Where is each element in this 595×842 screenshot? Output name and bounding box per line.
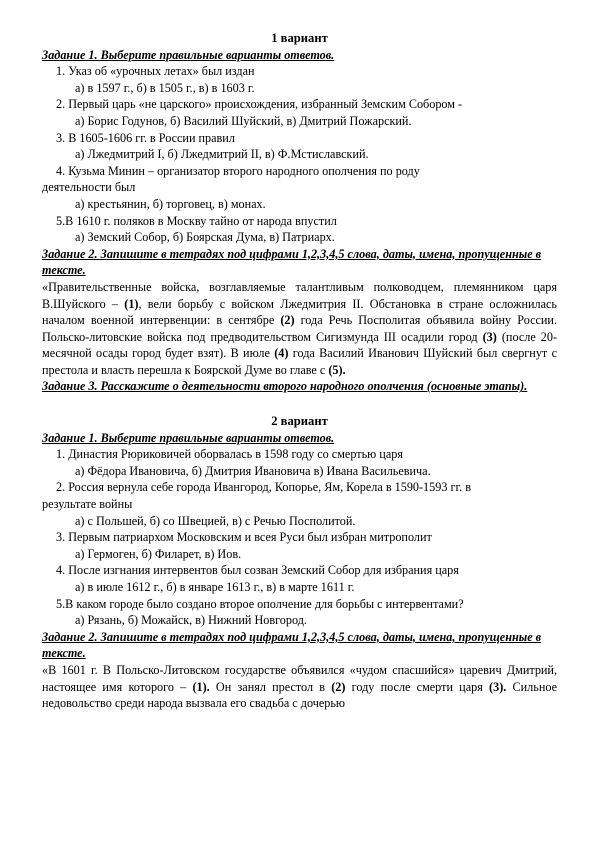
v2-question-3: 3. Первым патриархом Московским и всея Руси был избран митрополит xyxy=(56,530,432,545)
v1-question-4-continued: деятельности был xyxy=(42,180,136,195)
v1-answers-3: а) Лжедмитрий I, б) Лжедмитрий II, в) Ф.Мстиславский. xyxy=(75,147,369,162)
v1-task-1-heading: Задание 1. Выберите правильные варианты ответов. xyxy=(42,47,335,62)
v1-answers-2: а) Борис Годунов, б) Василий Шуйский, в) Дмитрий Пожарский. xyxy=(75,113,412,128)
v1-text-part-5: года Василий Иванович Шуйский был свергнут с престола и власть перешла к Боярской Думе во главе с xyxy=(42,346,557,377)
v1-text-part-1: «Правительственные войска, возглавляемые талантливым полководцем, племянником царя В.Шуйского – xyxy=(42,279,557,311)
variant-1-title: 1 вариант xyxy=(271,31,328,45)
v1-answers-4: а) крестьянин, б) торговец, в) монах. xyxy=(75,196,266,211)
v1-blank-1: (1) xyxy=(124,296,139,311)
v1-task-2-heading: Задание 2. Запишите в тетрадях под цифрами 1,2,3,4,5 слова, даты, имена, пропущенные в тексте. xyxy=(42,246,542,278)
v1-blank-3: (3) xyxy=(482,329,497,344)
v2-answers-5: а) Рязань, б) Можайск, в) Нижний Новгород. xyxy=(75,613,307,628)
v1-question-2: 2. Первый царь «не царского» происхождения, избранный Земским Собором - xyxy=(56,97,463,112)
v1-task-3-heading: Задание 3. Расскажите о деятельности второго народного ополчения (основные этапы). xyxy=(42,379,528,394)
v2-blank-3: (3). xyxy=(489,679,507,694)
v1-text-part-3: года Речь Посполитая объявила войну России. Польско-литовские войска под предводительством Сигизмунда III осадили город xyxy=(42,313,558,344)
v2-task-1-heading: Задание 1. Выберите правильные варианты ответов. xyxy=(42,430,335,445)
v2-answers-1: а) Фёдора Ивановича, б) Дмитрия Ивановича в) Ивана Васильевича. xyxy=(75,463,431,478)
v2-answers-4: а) в июле 1612 г., б) в январе 1613 г., в) в марте 1611 г. xyxy=(75,580,355,594)
v2-text-part-1: «В 1601 г. В Польско-Литовском государстве объявился «чудом спасшийся» царевич Дмитрий, настоящее имя которого – xyxy=(42,662,557,694)
v1-question-3: 3. В 1605-1606 гг. в России правил xyxy=(56,130,235,145)
variant-separator xyxy=(42,395,557,413)
v1-answers-5: а) Земский Собор, б) Боярская Дума, в) Патриарх. xyxy=(75,230,335,245)
v2-blank-1: (1). xyxy=(192,679,210,694)
variant-2-title: 2 вариант xyxy=(271,414,328,429)
v2-question-5: 5.В каком городе было создано второе ополчение для борьбы с интервентами? xyxy=(56,596,464,611)
v2-question-1: 1. Династия Рюриковичей оборвалась в 1598 году со смертью царя xyxy=(56,447,403,462)
v1-question-5: 5.В 1610 г. поляков в Москву тайно от народа впустил xyxy=(56,213,337,228)
v1-question-1: 1. Указ об «урочных летах» был издан xyxy=(56,64,255,79)
v1-blank-2: (2) xyxy=(280,313,295,328)
v1-blank-4: (4) xyxy=(274,346,289,361)
v1-question-4: 4. Кузьма Минин – организатор второго народного ополчения по роду xyxy=(56,163,420,178)
v2-answers-3: а) Гермоген, б) Филарет, в) Иов. xyxy=(75,546,242,561)
v1-text-part-2: , вели борьбу с войском Лжедмитрия II. Обстановка в стране осложнилась началом военной интервенции: в сентябре xyxy=(42,296,557,328)
worksheet-page xyxy=(42,30,557,712)
v2-text-part-2: Он занял престол в xyxy=(209,679,332,694)
v2-task-2-heading: Задание 2. Запишите в тетрадях под цифрами 1,2,3,4,5 слова, даты, имена, пропущенные в тексте. xyxy=(42,629,542,661)
v2-question-2: 2. Россия вернула себе города Ивангород, Копорье, Ям, Корела в 1590-1593 гг. в xyxy=(56,480,471,495)
v1-task-2-text xyxy=(42,279,557,379)
v2-task-2-text xyxy=(42,662,557,712)
v1-answers-1: а) в 1597 г., б) в 1505 г., в) в 1603 г. xyxy=(75,80,255,95)
v2-text-part-4: Сильное недовольство среди народа вызвала его свадьба с дочерью xyxy=(42,679,557,711)
v2-answers-2: а) с Польшей, б) со Швецией, в) с Речью Посполитой. xyxy=(75,513,356,528)
v2-question-2-continued: результате войны xyxy=(42,497,133,512)
v2-blank-2: (2) xyxy=(331,679,346,694)
v1-text-part-4: (после 20-месячной осады город будет взят). В июле xyxy=(42,329,558,361)
v1-blank-5: (5). xyxy=(328,362,346,377)
v2-text-part-3: году после смерти царя xyxy=(345,679,490,694)
v2-question-4: 4. После изгнания интервентов был созван Земский Собор для избрания царя xyxy=(56,563,459,578)
